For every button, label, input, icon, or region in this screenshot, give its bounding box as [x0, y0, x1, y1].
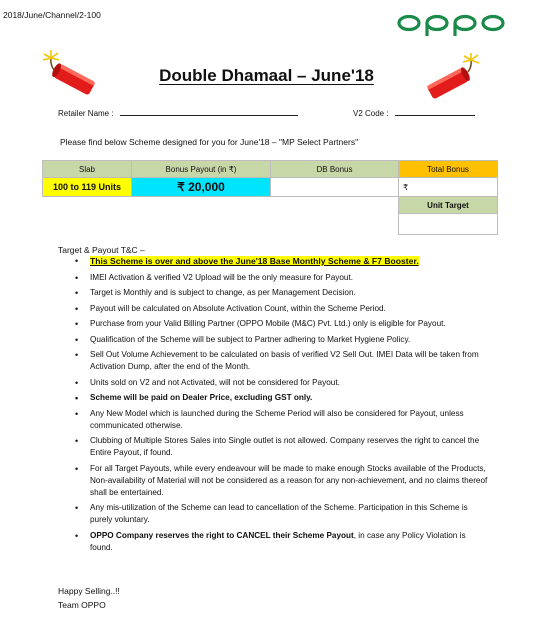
- terms-list: [60, 255, 490, 557]
- footer-signature: Team OPPO: [58, 600, 106, 610]
- header-bonus-payout: Bonus Payout (in ₹): [132, 161, 271, 178]
- document-title: Double Dhamaal – June'18: [159, 66, 374, 85]
- list-item: • OPPO Company reserves the right to CANCEL their Scheme Payout, in case any Policy Violation is found.: [60, 530, 490, 554]
- db-bonus-value: [271, 178, 399, 197]
- header-slab: Slab: [43, 161, 132, 178]
- list-item: • Scheme will be paid on Dealer Price, excluding GST only.: [60, 392, 490, 404]
- header-db-bonus: DB Bonus: [271, 161, 399, 178]
- retailer-name-line: [120, 115, 298, 116]
- v2-code-line: [395, 115, 475, 116]
- bonus-payout-value: ₹ 20,000: [132, 178, 271, 197]
- scheme-table: [42, 160, 498, 235]
- v2-code-label: V2 Code :: [353, 109, 389, 118]
- list-item: • This Scheme is over and above the June'18 Base Monthly Scheme & F7 Booster.: [60, 255, 490, 268]
- footer: [58, 584, 120, 612]
- footer-greeting: Happy Selling..!!: [58, 586, 120, 596]
- list-item: • Qualification of the Scheme will be subject to Partner adhering to Market Hygiene Policy.: [60, 334, 490, 346]
- intro-text: Please find below Scheme designed for you for June'18 – "MP Select Partners": [60, 137, 359, 147]
- table-row: [43, 197, 498, 214]
- list-item: • Clubbing of Multiple Stores Sales into Single outlet is not allowed. Company reserves the right to cancel the Entire Payout, if found.: [60, 435, 490, 459]
- terms-heading: Target & Payout T&C –: [58, 245, 145, 255]
- unit-target-label: Unit Target: [399, 197, 498, 214]
- retailer-name-label: Retailer Name :: [58, 109, 114, 118]
- list-item: • Purchase from your Valid Billing Partner (OPPO Mobile (M&C) Pvt. Ltd.) only is eligible for Payout.: [60, 318, 490, 330]
- unit-target-value: [399, 214, 498, 235]
- list-item: • Sell Out Volume Achievement to be calculated on basis of verified V2 Sell Out. IMEI Data will be taken from Activation Dump, after the end of the Month.: [60, 349, 490, 373]
- header-total-bonus: Total Bonus: [399, 161, 498, 178]
- list-item: • IMEI Activation & verified V2 Upload will be the only measure for Payout.: [60, 272, 490, 284]
- oppo-logo: [396, 8, 506, 38]
- document-reference: 2018/June/Channel/2-100: [3, 10, 101, 20]
- table-row: [43, 214, 498, 235]
- total-bonus-value: ₹: [399, 178, 498, 197]
- list-item: • Any New Model which is launched during the Scheme Period will also be considered for Payout, unless communicated otherwise.: [60, 408, 490, 432]
- list-item: • Target is Monthly and is subject to change, as per Management Decision.: [60, 287, 490, 299]
- table-header-row: [43, 161, 498, 178]
- list-item: • Payout will be calculated on Absolute Activation Count, within the Scheme Period.: [60, 303, 490, 315]
- list-item: • Units sold on V2 and not Activated, will not be considered for Payout.: [60, 377, 490, 389]
- v2-code-field: [353, 109, 475, 118]
- table-row: [43, 178, 498, 197]
- list-item: • For all Target Payouts, while every endeavour will be made to make enough Stocks available of the Products, Non-availability of Material will not be considered as a reason for any non-achievement, and no claims thereof shall be entertained.: [60, 463, 490, 499]
- slab-value: 100 to 119 Units: [43, 178, 132, 197]
- retailer-name-field: [58, 109, 298, 118]
- list-item: • Any mis-utilization of the Scheme can lead to cancellation of the Scheme. Participation in this Scheme is purely voluntary.: [60, 502, 490, 526]
